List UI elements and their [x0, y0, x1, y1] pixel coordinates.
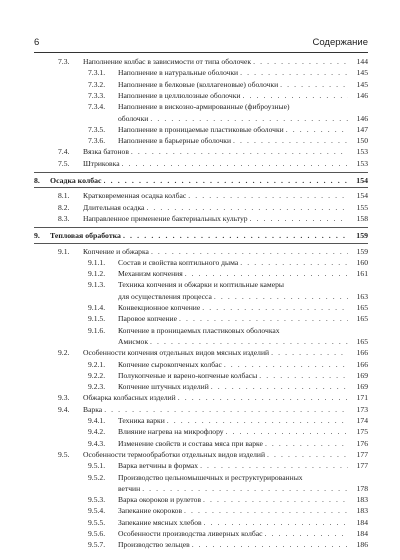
dot-leader — [224, 359, 348, 371]
toc-entry-number: 9.5.1. — [88, 461, 106, 471]
toc-entry-page: 153 — [356, 147, 368, 157]
toc-entry[interactable] — [0, 392, 400, 404]
toc-entry-number: 9.1.1. — [88, 257, 106, 267]
toc-entry-number: 8. — [34, 176, 40, 185]
toc-entry[interactable] — [0, 404, 400, 416]
chapter-rule — [34, 227, 368, 228]
toc-entry[interactable] — [0, 158, 400, 170]
toc-entry[interactable] — [0, 190, 400, 202]
dot-leader — [211, 381, 348, 393]
toc-entry-page: 145 — [356, 79, 368, 89]
toc-entry-number: 9.3. — [58, 393, 70, 403]
toc-entry-title: Варка ветчины в формах — [118, 461, 199, 471]
toc-entry-number: 9.5. — [58, 449, 70, 459]
toc-entry-page: 177 — [356, 449, 368, 459]
toc-entry-page: 153 — [356, 158, 368, 168]
toc-entry-number: 7.4. — [58, 147, 70, 157]
page-number: 6 — [34, 37, 40, 48]
chapter-rule — [34, 172, 368, 173]
dot-leader — [131, 146, 348, 158]
toc-entry-page: 169 — [356, 382, 368, 392]
toc-entry-title: Наполнение в целлюлозные оболочки — [118, 90, 241, 100]
toc-entry-title: Производство цельномышечных и реструктурированных — [118, 472, 303, 482]
toc-entry-page: 174 — [356, 416, 368, 425]
dot-leader — [259, 370, 348, 382]
toc-entry-title: Изменение свойств и состава мяса при варке — [118, 438, 263, 448]
dot-leader — [150, 336, 348, 348]
toc-entry-number: 9.1.2. — [88, 269, 106, 279]
toc-entry-title: Производство зельцев — [118, 540, 190, 550]
toc-entry[interactable] — [0, 257, 400, 269]
toc-entry-number: 9. — [34, 231, 40, 241]
toc-entry-page: 165 — [356, 303, 368, 312]
toc-entry-title: Копчение в проницаемых пластиковых оболочках — [118, 325, 280, 335]
toc-entry[interactable] — [0, 313, 400, 325]
toc-entry-title: Амисмок — [118, 336, 149, 346]
toc-entry-page: 163 — [356, 291, 368, 301]
dot-leader — [104, 404, 348, 416]
toc-entry-page: 146 — [356, 90, 368, 100]
dot-leader — [250, 213, 348, 225]
toc-entry[interactable] — [0, 279, 400, 291]
toc-entry-number: 9.5.6. — [88, 529, 106, 538]
toc-entry-title: для осуществления процесса — [118, 291, 212, 301]
toc-entry-number: 8.3. — [58, 213, 70, 223]
toc-entry[interactable] — [0, 505, 400, 517]
toc-entry-page: 166 — [356, 359, 368, 369]
dot-leader — [123, 230, 348, 242]
dot-leader — [214, 291, 348, 303]
toc-entry-number: 7.3.4. — [88, 102, 106, 112]
toc-entry-page: 145 — [356, 68, 368, 78]
toc-entry[interactable] — [0, 56, 400, 68]
dot-leader — [104, 175, 348, 187]
toc-entry-number: 7.3.2. — [88, 79, 106, 89]
toc-entry-page: 159 — [356, 246, 368, 256]
toc-entry-title: Запекание мясных хлебов — [118, 517, 202, 527]
toc-entry-title: Особенности копчения отдельных видов мясных изделий — [83, 348, 270, 358]
toc-entry-title: Наполнение в белковые (коллагеновые) оболочки — [118, 79, 279, 89]
toc-entry[interactable] — [0, 347, 400, 359]
toc-entry-number: 7.3.5. — [88, 124, 106, 134]
toc-entry-page: 171 — [356, 393, 368, 403]
dot-leader — [226, 426, 348, 438]
toc-entry[interactable] — [0, 213, 400, 225]
toc-entry-number: 9.5.2. — [88, 472, 106, 482]
dot-leader — [203, 494, 348, 506]
toc-entry-number: 9.5.4. — [88, 506, 106, 516]
toc-entry-page: 169 — [356, 370, 368, 380]
toc-entry-number: 9.1.6. — [88, 325, 106, 335]
dot-leader — [233, 135, 348, 147]
toc-entry-number: 9.1.3. — [88, 280, 106, 290]
toc-entry-title: Наполнение в натуральные оболочки — [118, 68, 239, 78]
toc-entry-title: Копчение штучных изделий — [118, 382, 209, 392]
toc-entry-page: 166 — [356, 348, 368, 358]
toc-entry[interactable] — [0, 517, 400, 529]
toc-entry-title: Наполнение в проницаемые пластиковые оболочки — [118, 124, 284, 134]
toc-entry[interactable] — [0, 135, 400, 147]
toc-entry-number: 7.3.3. — [88, 90, 106, 100]
toc-entry-page: 183 — [356, 495, 368, 505]
toc-entry[interactable] — [0, 370, 400, 382]
toc-entry-title: Штриковка — [83, 158, 120, 168]
toc-entry-page: 175 — [356, 427, 368, 437]
toc-entry-title: Конвекционное копчение — [118, 303, 201, 312]
toc-entry-title: Запекание окороков — [118, 506, 183, 516]
toc-entry-page: 154 — [356, 176, 368, 185]
toc-entry-page: 177 — [356, 461, 368, 471]
chapter-rule — [34, 187, 368, 188]
toc-entry-title: Полукопченые и варено-копченые колбасы — [118, 370, 258, 380]
toc-entry-number: 9.5.3. — [88, 495, 106, 505]
toc-entry-page: 144 — [356, 57, 368, 66]
page-header — [34, 37, 368, 51]
toc-entry-title: Кратковременная осадка колбас — [83, 191, 187, 201]
toc-entry[interactable] — [0, 483, 400, 495]
toc-entry-page: 165 — [356, 314, 368, 324]
toc-entry[interactable] — [0, 268, 400, 280]
toc-entry-number: 9.2.1. — [88, 359, 106, 369]
dot-leader — [142, 483, 348, 495]
toc-entry[interactable] — [0, 449, 400, 461]
toc-entry-title: Особенности термообработки отдельных видов изделий — [83, 449, 266, 459]
toc-entry[interactable] — [0, 381, 400, 393]
toc-entry-number: 9.4.2. — [88, 427, 106, 437]
toc-entry[interactable] — [0, 90, 400, 102]
toc-entry-number: 7.3.6. — [88, 136, 106, 146]
toc-entry-title: Состав и свойства коптильного дыма — [118, 257, 239, 267]
toc-entry-title: Копчение и обжарка — [83, 246, 149, 256]
toc-entry-title: Варка — [83, 404, 103, 414]
toc-entry[interactable] — [0, 124, 400, 136]
toc-entry-number: 9.5.7. — [88, 540, 106, 550]
toc-entry[interactable] — [0, 291, 400, 303]
dot-leader — [267, 449, 348, 461]
toc-entry[interactable] — [0, 67, 400, 79]
toc-entry[interactable] — [0, 539, 400, 551]
toc-entry[interactable] — [0, 472, 400, 484]
toc-entry-title: Вязка батонов — [83, 147, 129, 157]
toc-entry-page: 183 — [356, 506, 368, 516]
toc-entry[interactable] — [0, 302, 400, 314]
dot-leader — [185, 268, 348, 280]
toc-entry-page: 176 — [356, 438, 368, 448]
toc-entry-number: 9.4.1. — [88, 416, 106, 425]
dot-leader — [146, 202, 348, 214]
toc-entry-page: 155 — [356, 202, 368, 212]
dot-leader — [265, 528, 348, 540]
dot-leader — [242, 90, 348, 102]
toc-entry-number: 9.1.5. — [88, 314, 106, 324]
dot-leader — [151, 246, 348, 258]
toc-entry-page: 154 — [356, 191, 368, 201]
toc-chapter[interactable] — [0, 230, 400, 242]
toc-entry-title: Осадка колбас — [50, 176, 102, 185]
toc-entry-title: Наполнение колбас в зависимости от типа оболочек — [83, 57, 252, 66]
header-rule — [34, 52, 368, 53]
dot-leader — [265, 438, 348, 450]
toc-entry[interactable] — [0, 359, 400, 371]
toc-entry-title: Механизм копчения — [118, 269, 183, 279]
toc-entry-number: 8.2. — [58, 202, 70, 212]
dot-leader — [192, 539, 348, 551]
toc-entry-number: 7.3.1. — [88, 68, 106, 78]
toc-entry[interactable] — [0, 113, 400, 125]
dot-leader — [122, 158, 348, 170]
toc-entry-page: 150 — [356, 136, 368, 146]
dot-leader — [179, 313, 348, 325]
toc-entry-number: 7.5. — [58, 158, 70, 168]
toc-entry-title: Наполнение в вискозно-армированные (фиброузные) — [118, 102, 290, 112]
toc-entry-number: 9.2.3. — [88, 382, 106, 392]
toc-entry[interactable] — [0, 202, 400, 214]
toc-entry[interactable] — [0, 79, 400, 91]
dot-leader — [184, 505, 348, 517]
toc-entry-number: 9.2.2. — [88, 370, 106, 380]
toc-entry-title: Длительная осадка — [83, 202, 145, 212]
dot-leader — [271, 347, 348, 359]
toc-entry-title: ветчин — [118, 483, 141, 493]
dot-leader — [150, 113, 348, 125]
dot-leader — [202, 302, 348, 314]
toc-entry[interactable] — [0, 438, 400, 450]
toc-chapter[interactable] — [0, 175, 400, 187]
toc-entry-title: Тепловая обработка — [50, 231, 121, 241]
toc-entry-number: 7.3. — [58, 57, 70, 66]
toc-entry-title: Варка окороков и рулетов — [118, 495, 202, 505]
dot-leader — [240, 257, 348, 269]
toc-entry-page: 184 — [356, 529, 368, 538]
toc-entry-number: 9.1.4. — [88, 303, 106, 312]
toc-entry-page: 165 — [356, 336, 368, 346]
toc-entry[interactable] — [0, 146, 400, 158]
toc-entry[interactable] — [0, 415, 400, 427]
toc-entry[interactable] — [0, 101, 400, 113]
dot-leader — [200, 460, 348, 472]
toc-entry-number: 9.2. — [58, 348, 70, 358]
dot-leader — [240, 67, 348, 79]
toc-entry-title: Наполнение в барьерные оболочки — [118, 136, 232, 146]
dot-leader — [204, 517, 348, 529]
toc-entry-page: 161 — [356, 269, 368, 279]
toc-entry-number: 9.5.5. — [88, 517, 106, 527]
dot-leader — [188, 190, 348, 202]
dot-leader — [253, 56, 348, 68]
toc-entry-page: 158 — [356, 213, 368, 223]
toc-entry-number: 9.4. — [58, 404, 70, 414]
dot-leader — [178, 392, 348, 404]
toc-entry[interactable] — [0, 325, 400, 337]
toc-entry[interactable] — [0, 528, 400, 540]
dot-leader — [286, 124, 348, 136]
toc-entry-title: оболочки — [118, 113, 149, 123]
toc-entry[interactable] — [0, 246, 400, 258]
toc-entry-number: 9.1. — [58, 246, 70, 256]
toc-entry-page: 178 — [356, 483, 368, 493]
toc-entry-title: Паровое копчение — [118, 314, 177, 324]
toc-entry-page: 186 — [356, 540, 368, 550]
dot-leader — [280, 79, 348, 91]
toc-entry[interactable] — [0, 426, 400, 438]
chapter-rule — [34, 243, 368, 244]
toc-entry-title: Особенности производства ливерных колбас — [118, 529, 263, 538]
toc-entry-page: 146 — [356, 113, 368, 123]
toc-entry-number: 9.4.3. — [88, 438, 106, 448]
toc-entry[interactable] — [0, 494, 400, 506]
toc-entry-title: Направленное применение бактериальных культур — [83, 213, 248, 223]
toc-entry-title: Влияние нагрева на микрофлору — [118, 427, 224, 437]
toc-entry-page: 147 — [356, 124, 368, 134]
toc-entry-page: 173 — [356, 404, 368, 414]
toc-entry-page: 160 — [356, 257, 368, 267]
toc-entry-page: 184 — [356, 517, 368, 527]
dot-leader — [167, 415, 348, 427]
toc-entry-title: Копчение сырокопченых колбас — [118, 359, 222, 369]
toc-entry[interactable] — [0, 336, 400, 348]
running-title: Содержание — [312, 37, 368, 48]
toc-entry-number: 8.1. — [58, 191, 70, 201]
toc-entry-title: Техника копчения и обжарки и коптильные камеры — [118, 280, 284, 290]
toc-entry-title: Техника варки — [118, 416, 165, 425]
toc-entry-page: 159 — [356, 231, 368, 241]
toc-entry-title: Обжарка колбасных изделий — [83, 393, 176, 403]
toc-entry[interactable] — [0, 460, 400, 472]
